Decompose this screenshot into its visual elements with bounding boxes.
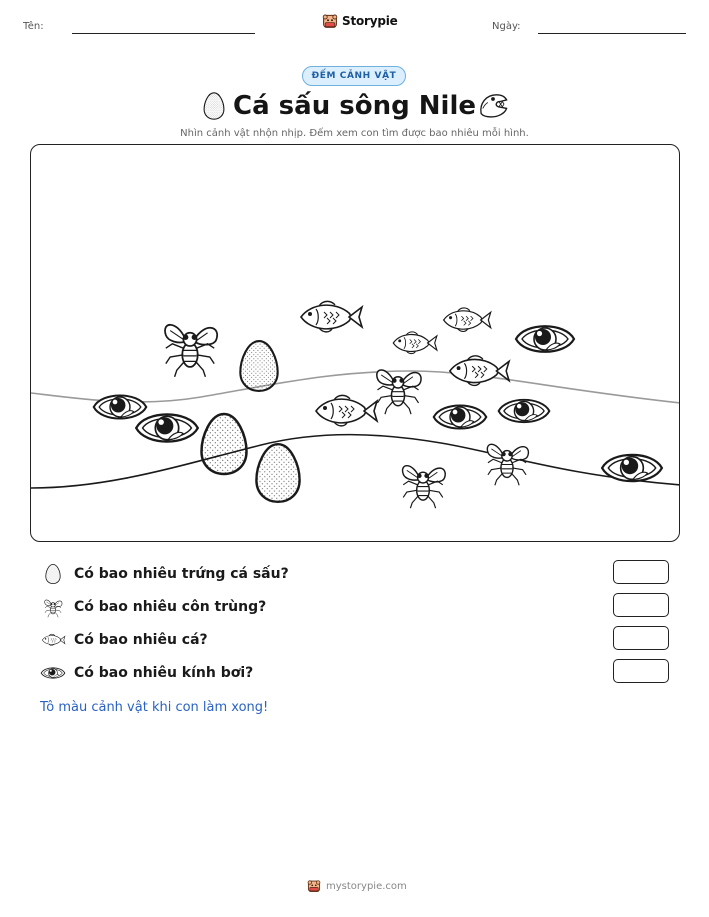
egg-icon [40, 563, 66, 585]
footer-url: mystorypie.com [326, 880, 407, 892]
fish-2 [444, 308, 491, 332]
fly-1 [165, 325, 217, 377]
question-eggs-text: Có bao nhiêu trứng cá sấu? [74, 566, 289, 582]
egg-1 [240, 341, 277, 391]
date-line[interactable] [538, 33, 686, 34]
page-subtitle: Nhìn cảnh vật nhộn nhịp. Đếm xem con tìm được bao nhiêu mỗi hình. [180, 128, 529, 139]
question-eggs [40, 561, 289, 587]
storypie-logo-icon [307, 879, 321, 893]
fish-4 [450, 356, 509, 386]
brand-logo [322, 13, 398, 29]
name-line[interactable] [72, 33, 255, 34]
question-insects [40, 594, 266, 620]
name-label: Tên: [23, 21, 44, 32]
scene-illustration [31, 145, 680, 542]
fly-3 [487, 444, 528, 485]
goggles-2 [94, 395, 147, 418]
goggles-6 [602, 455, 662, 481]
closing-instruction: Tô màu cảnh vật khi con làm xong! [40, 700, 269, 715]
fish-5 [316, 395, 377, 426]
eye-icon [40, 662, 66, 684]
question-goggles-text: Có bao nhiêu kính bơi? [74, 665, 254, 681]
question-insects-text: Có bao nhiêu côn trùng? [74, 599, 267, 615]
fish-1 [301, 301, 362, 332]
date-label: Ngày: [492, 21, 521, 32]
answer-box-eggs[interactable] [613, 560, 669, 584]
answer-box-goggles[interactable] [613, 659, 669, 683]
category-badge: ĐẾM CẢNH VẬT [302, 66, 406, 86]
river-water-line [31, 435, 680, 488]
fly-4 [403, 466, 446, 509]
fish-3 [393, 332, 437, 354]
page-title: Cá sấu sông Nile [233, 91, 476, 121]
goggles-4 [434, 405, 487, 428]
question-fish [40, 627, 208, 653]
question-goggles [40, 660, 253, 686]
question-fish-text: Có bao nhiêu cá? [74, 632, 208, 648]
egg-2 [202, 414, 247, 474]
goggles-5 [499, 400, 550, 422]
goggles-1 [516, 326, 574, 352]
brand-name: Storypie [342, 14, 398, 28]
counting-scene [30, 144, 680, 542]
title-crocodile-icon [476, 88, 510, 122]
fly-icon [40, 596, 66, 618]
egg-3 [256, 444, 299, 502]
answer-box-fish[interactable] [613, 626, 669, 650]
fish-icon [40, 629, 66, 651]
goggles-3 [136, 414, 198, 441]
storypie-logo-icon [322, 13, 338, 29]
answer-box-insects[interactable] [613, 593, 669, 617]
fly-2 [377, 370, 421, 414]
footer [307, 879, 407, 893]
